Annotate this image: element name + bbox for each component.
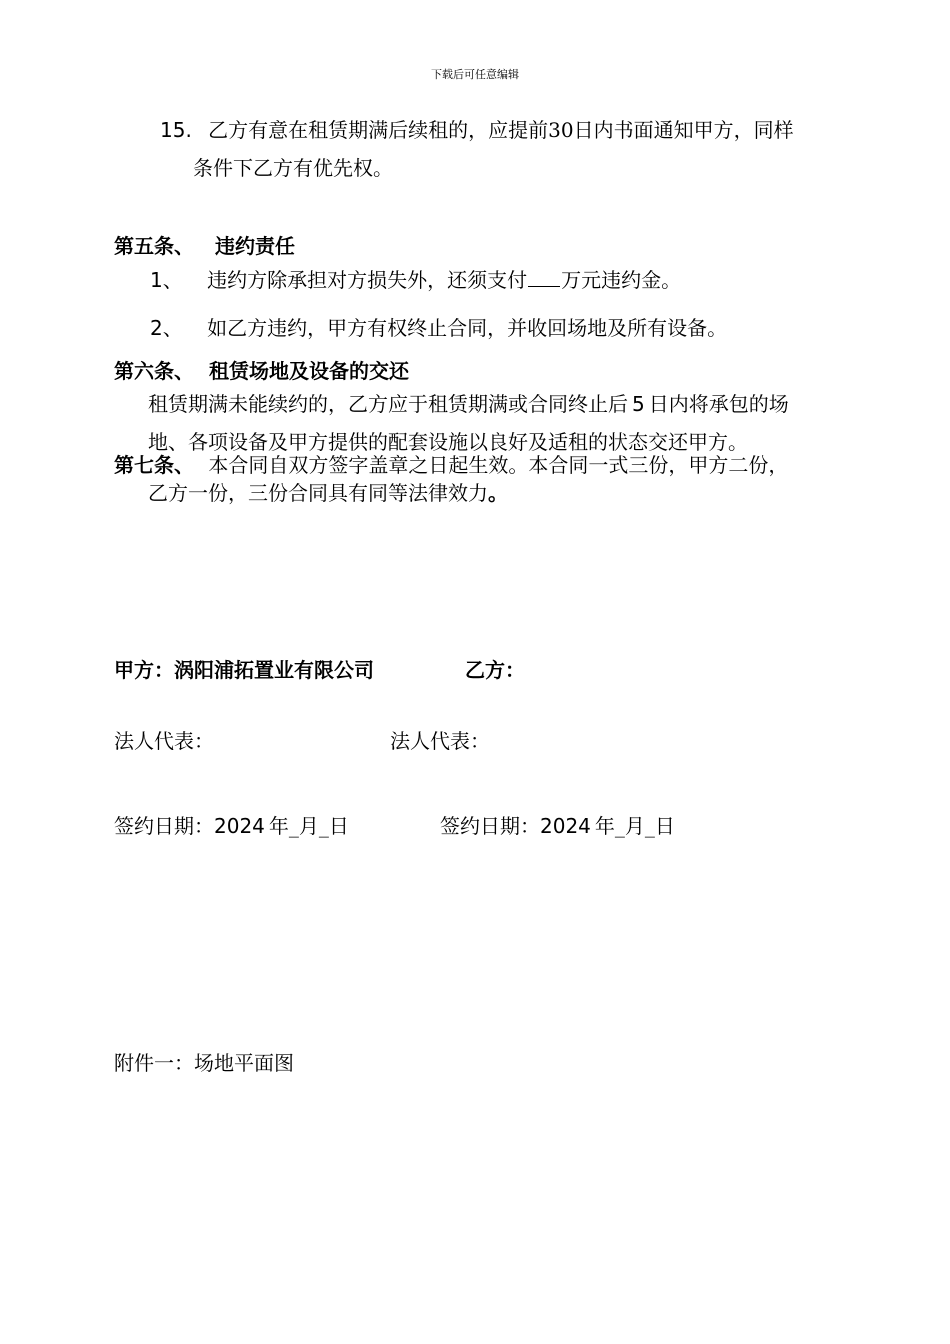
party-a-name: 甲方：涡阳浦拓置业有限公司 [114,658,374,682]
party-b-sign-date [440,814,675,838]
article-6-subtitle: 租赁场地及设备的交还 [208,359,409,383]
article-6-days-number: 5 [632,392,645,416]
article-6-line-1-b: 日内将承包的场 [648,392,789,416]
article-7-text-1: 本合同自双方签字盖章之日起生效。本合同一式三份，甲方二份， [208,453,789,477]
article-5-item-2 [150,316,727,340]
article-6-line-1-a: 租赁期满未能续约的，乙方应于租赁期满或合同终止后 [148,392,628,416]
article-6-heading [114,355,409,384]
article-5-heading [114,230,295,259]
party-b-date-rest: 年_月_日 [594,814,675,838]
clause-15-number: 15. [160,118,192,142]
party-a-date-rest: 年_月_日 [268,814,349,838]
clause-15-line-2: 条件下乙方有优先权。 [193,156,393,180]
article-6-line-1 [148,392,789,416]
article-6-line-2: 地、各项设备及甲方提供的配套设施以良好及适租的状态交还甲方。 [148,430,748,454]
penalty-amount-blank [528,268,560,287]
article-7-title: 第七条、 [114,453,194,477]
article-7-line-1 [114,453,788,477]
article-5-item-2-text: 如乙方违约，甲方有权终止合同，并收回场地及所有设备。 [207,316,728,340]
article-5-item-1-text-before: 违约方除承担对方损失外，还须支付 [207,268,528,292]
article-7-line-2 [148,481,508,505]
party-b-name: 乙方： [465,658,525,682]
article-5-item-2-number: 2、 [150,316,183,340]
article-7-text-2: 乙方一份，三份合同具有同等法律效力 [148,481,488,505]
party-b-date-year: 2024 [540,814,591,838]
clause-15-text-1: 乙方有意在租赁期满后续租的，应提前30日内书面通知甲方，同样 [208,118,794,142]
party-a-legal-rep: 法人代表： [114,729,214,753]
article-5-subtitle: 违约责任 [214,234,295,258]
article-5-item-1-number: 1、 [150,268,183,292]
attachment-label: 附件一：场地平面图 [114,1051,294,1075]
article-7-period: 。 [488,481,508,505]
party-a-date-year: 2024 [214,814,265,838]
article-5-item-1 [150,268,681,292]
page-header-note: 下载后可任意编辑 [431,68,519,81]
article-5-title: 第五条、 [114,234,194,258]
party-a-sign-date [114,814,349,838]
party-a-date-label: 签约日期： [114,814,214,838]
article-5-item-1-text-after: 万元违约金。 [561,268,682,292]
clause-15-line-1 [160,118,794,142]
party-b-legal-rep: 法人代表： [390,729,490,753]
article-6-title: 第六条、 [114,359,194,383]
party-b-date-label: 签约日期： [440,814,540,838]
